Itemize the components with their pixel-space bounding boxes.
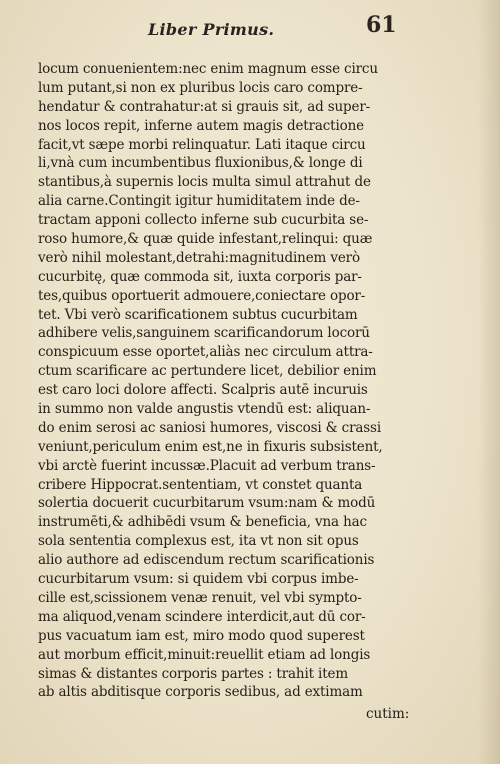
text-line: ma aliquod,venam scindere interdicit,aut dū cor- — [38, 608, 366, 625]
text-line: cille est,scissionem venæ renuit, vel vbi sympto- — [38, 589, 362, 606]
text-line: conspicuum esse oportet,aliàs nec circulum attra- — [38, 344, 373, 361]
text-line: stantibus,à supernis locis multa simul attrahut de — [38, 174, 371, 191]
text-line: alia carne.Contingit igitur humiditatem inde de- — [38, 193, 360, 210]
text-line: locum conuenientem:nec enim magnum esse circu — [38, 61, 378, 77]
text-line: cucurbitę, quæ commoda sit, iuxta corporis par- — [38, 268, 362, 285]
catchword: cutim: — [366, 706, 410, 722]
text-line: lum putant,si non ex pluribus locis caro compre- — [38, 79, 363, 96]
text-line: est caro loci dolore affecti. Scalpris autē incuruis — [38, 382, 368, 399]
text-line: alio authore ad ediscendum rectum scarificationis — [38, 552, 375, 569]
text-line: facit,vt sæpe morbi relinquatur. Lati itaque circu — [38, 136, 366, 153]
text-line: pus vacuatum iam est, miro modo quod superest — [38, 627, 365, 644]
body-text — [38, 60, 438, 702]
text-line: ctum scarificare ac pertundere licet, debilior enim — [38, 363, 377, 380]
text-line: in summo non valde angustis vtendū est: aliquan- — [38, 401, 371, 418]
text-line: solertia docuerit cucurbitarum vsum:nam & modū — [38, 495, 376, 512]
text-line: simas & distantes corporis partes : trahit item — [38, 665, 348, 682]
text-line: cribere Hippocrat.sententiam, vt constet quanta — [38, 476, 363, 493]
text-line: instrumēti,& adhibēdi vsum & beneficia, vna hac — [38, 514, 367, 531]
page-header — [0, 6, 500, 46]
text-line: nos locos repit, inferne autem magis detractione — [38, 117, 364, 134]
text-line: sola sententia complexus est, ita vt non sit opus — [38, 533, 359, 550]
text-line: vbi arctè fuerint incussæ.Placuit ad verbum trans- — [38, 457, 376, 474]
text-line: roso humore,& quæ quide infestant,relinqui: quæ — [38, 231, 373, 248]
text-line: tet. Vbi verò scarificationem subtus cucurbitam — [38, 306, 358, 323]
text-line: adhibere velis,sanguinem scarificandorum locorū — [38, 325, 370, 342]
text-line: veniunt,periculum enim est,ne in fixuris subsistent, — [38, 438, 383, 455]
text-line: aut morbum efficit,minuit:reuellit etiam ad longis — [38, 646, 371, 663]
running-head: Liber Primus. — [148, 20, 275, 39]
text-line: verò nihil molestant,detrahi:magnitudinem verò — [38, 249, 360, 266]
text-line: tes,quibus oportuerit admouere,coniectare opor- — [38, 287, 366, 304]
text-line: cucurbitarum vsum: si quidem vbi corpus imbe- — [38, 571, 359, 588]
page-number: 61 — [366, 12, 397, 38]
text-line: hendatur & contrahatur:at si grauis sit, ad super- — [38, 98, 371, 115]
text-line: li,vnà cum incumbentibus fluxionibus,& longe di — [38, 155, 363, 172]
text-line: ab altis abditisque corporis sedibus, ad extimam — [38, 684, 363, 701]
text-line: tractam apponi collecto inferne sub cucurbita se- — [38, 212, 369, 229]
text-line: do enim serosi ac saniosi humores, viscosi & crassi — [38, 419, 382, 436]
